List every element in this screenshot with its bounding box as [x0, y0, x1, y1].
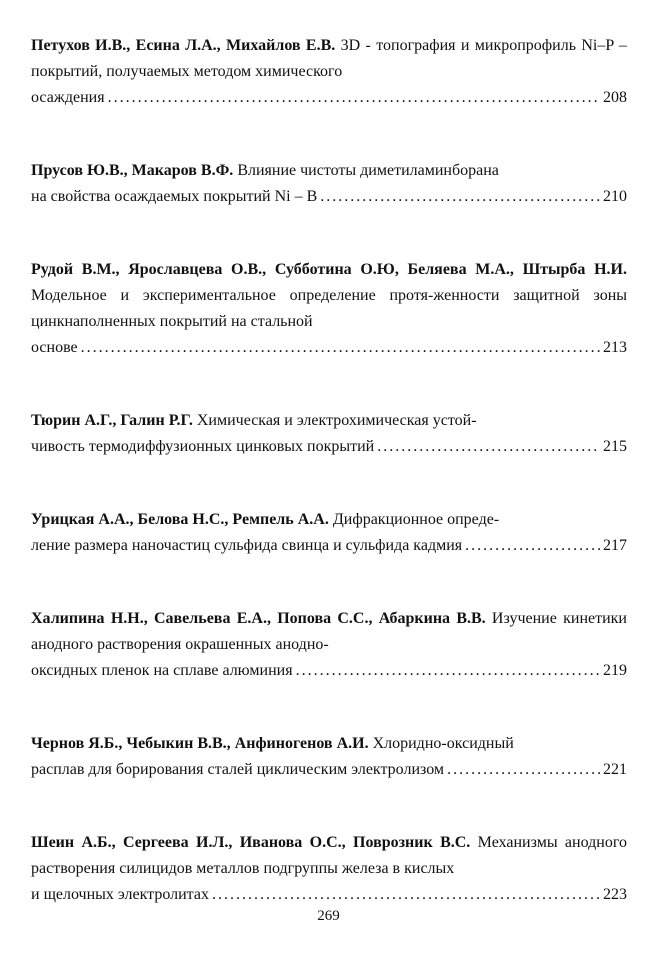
entry-title: Изучение кинетики анодного растворения окрашенных анодно-	[31, 610, 627, 653]
dot-leader	[212, 882, 600, 908]
entry-authors: Петухов И.В., Есина Л.А., Михайлов Е.В.	[31, 37, 336, 54]
entry-page: 221	[603, 761, 627, 778]
dot-leader	[108, 85, 600, 111]
entry-last-line	[31, 757, 627, 783]
toc-entry	[31, 731, 627, 783]
entry-last-line	[31, 434, 627, 460]
entry-title-end: ление размера наночастиц сульфида свинца и сульфида кадмия	[31, 537, 463, 554]
entry-title-end: и щелочных электролитах	[31, 886, 209, 903]
entry-page: 208	[603, 89, 627, 106]
entry-title: 3D - топография и микропрофиль Ni–P – покрытий, получаемых методом химического	[31, 37, 628, 80]
toc-entry	[31, 507, 627, 559]
dot-leader	[296, 658, 600, 684]
entry-title: Дифракционное опреде-	[332, 511, 500, 528]
entry-page: 223	[603, 886, 627, 903]
entry-authors: Чернов Я.Б., Чебыкин В.В., Анфиногенов А.И.	[31, 735, 369, 752]
entry-authors: Тюрин А.Г., Галин Р.Г.	[31, 412, 193, 429]
page-number: 269	[317, 908, 340, 924]
entry-authors: Шеин А.Б., Сергеева И.Л., Иванова О.С., Поврозник В.С.	[31, 834, 471, 851]
toc-entry	[31, 408, 627, 460]
entry-authors: Урицкая А.А., Белова Н.С., Ремпель А.А.	[31, 511, 329, 528]
entry-last-line	[31, 533, 627, 559]
entry-last-line	[31, 335, 627, 361]
dot-leader	[447, 757, 600, 783]
entry-title: Влияние чистоты диметиламинборана	[237, 162, 499, 179]
entry-last-line	[31, 85, 627, 111]
entry-last-line	[31, 658, 627, 684]
entry-authors: Рудой В.М., Ярославцева О.В., Субботина О.Ю, Беляева М.А., Штырба Н.И.	[31, 261, 627, 278]
entry-title: Хлоридно-оксидный	[372, 735, 514, 752]
toc-entry	[31, 158, 627, 210]
toc-entry	[31, 606, 627, 684]
dot-leader	[320, 184, 600, 210]
dot-leader	[465, 533, 600, 559]
dot-leader	[81, 335, 600, 361]
toc-entry	[31, 33, 627, 111]
entry-title-end: на свойства осаждаемых покрытий Ni – B	[31, 188, 318, 205]
entry-page: 213	[603, 339, 627, 356]
entry-title-end: основе	[31, 339, 78, 356]
entry-last-line	[31, 184, 627, 210]
entry-page: 215	[603, 438, 627, 455]
entry-title: Химическая и электрохимическая устой-	[196, 412, 477, 429]
entry-last-line	[31, 882, 627, 908]
entry-title-end: осаждения	[31, 89, 105, 106]
toc-entries	[31, 33, 627, 955]
entry-title: Модельное и экспериментальное определение протя-женности защитной зоны цинкнаполненных покрытий на стальной	[31, 287, 627, 330]
dot-leader	[377, 434, 600, 460]
entry-title-end: чивость термодиффузионных цинковых покрытий	[31, 438, 375, 455]
entry-page: 210	[603, 188, 627, 205]
entry-title-end: оксидных пленок на сплаве алюминия	[31, 662, 293, 679]
entry-title: Механизмы анодного растворения силицидов металлов подгруппы железа в кислых	[31, 834, 628, 877]
toc-entry	[31, 830, 627, 908]
entry-authors: Халипина Н.Н., Савельева Е.А., Попова С.С., Абаркина В.В.	[31, 610, 486, 627]
entry-page: 217	[603, 537, 627, 554]
toc-entry	[31, 257, 627, 361]
entry-authors: Прусов Ю.В., Макаров В.Ф.	[31, 162, 234, 179]
entry-title-end: расплав для борирования сталей циклическим электролизом	[31, 761, 445, 778]
entry-page: 219	[603, 662, 627, 679]
